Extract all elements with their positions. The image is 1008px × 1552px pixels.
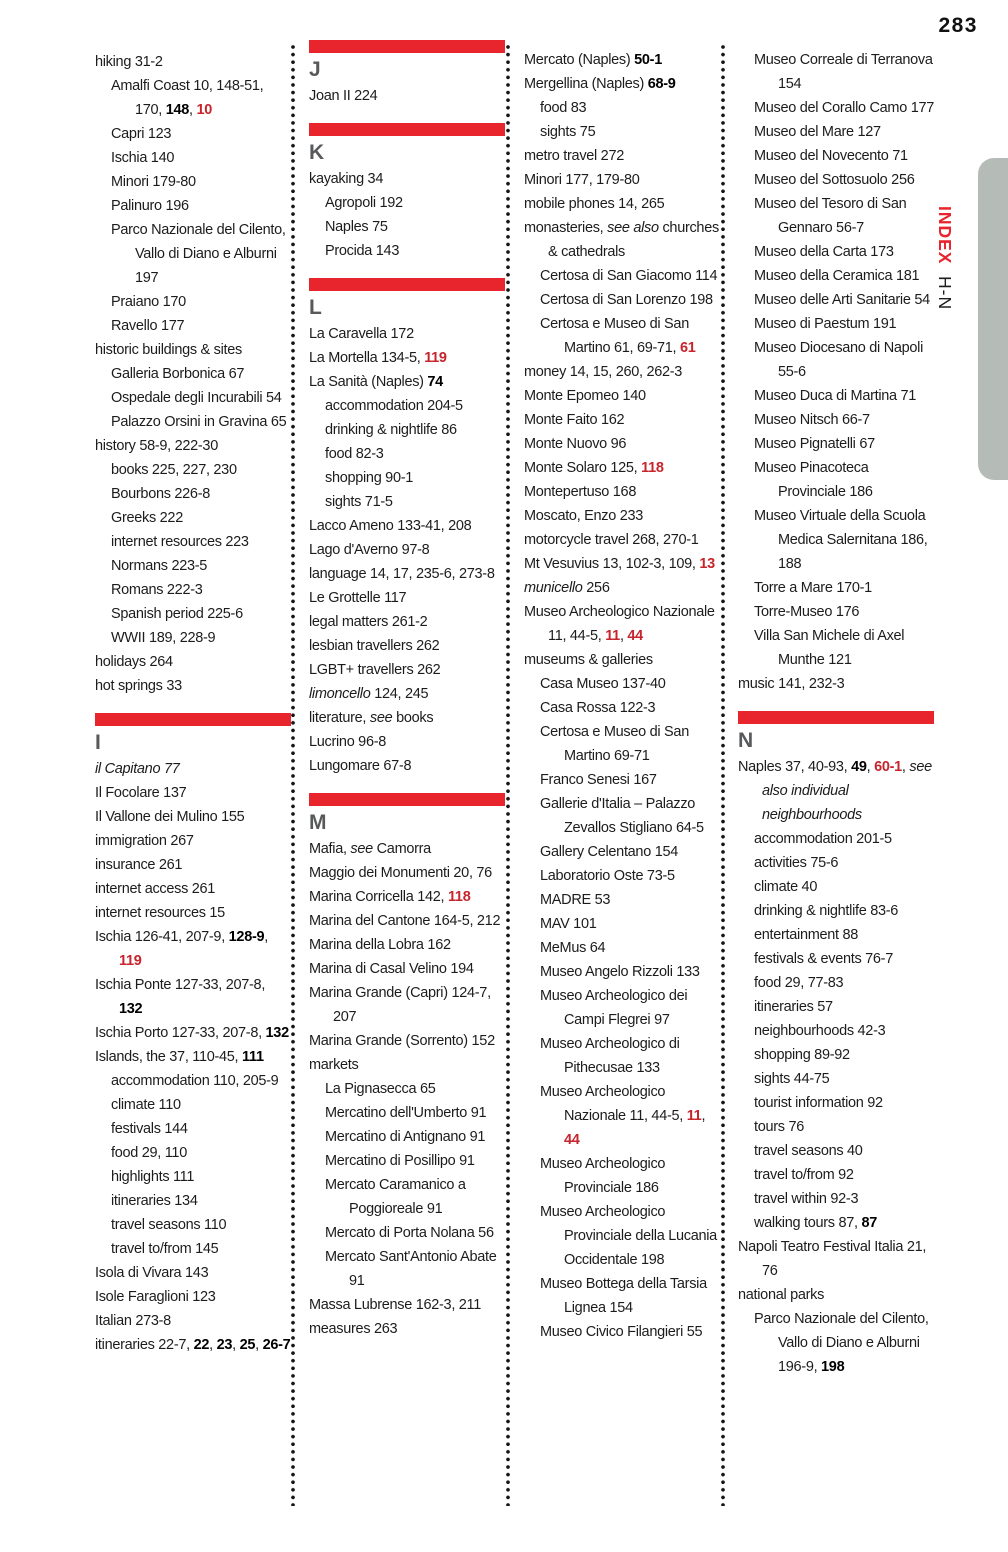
- index-entry: climate 40: [754, 879, 818, 895]
- index-entry: Marina Grande (Capri) 124-7, 207: [309, 985, 491, 1025]
- index-entry: La Mortella 134-5, 119: [309, 350, 447, 366]
- index-entry: itineraries 57: [754, 999, 833, 1015]
- index-entry: Parco Nazionale del Cilento, Vallo di Diano e Alburni 197: [111, 222, 286, 286]
- index-entry: drinking & nightlife 86: [325, 422, 457, 438]
- section-letter-N: N: [738, 729, 753, 752]
- index-entry: Mercatino dell'Umberto 91: [325, 1105, 487, 1121]
- index-entry: drinking & nightlife 83-6: [754, 903, 899, 919]
- section-letter-I: I: [95, 731, 101, 754]
- index-label: INDEX: [935, 206, 955, 265]
- index-entry: Museo Archeologico Nazionale 11, 44-5, 11, 44: [540, 1084, 706, 1148]
- index-entry: Museo delle Arti Sanitarie 54: [754, 292, 930, 308]
- index-entry: accommodation 110, 205-9: [111, 1073, 279, 1089]
- index-entry: Amalfi Coast 10, 148-51, 170, 148, 10: [111, 78, 264, 118]
- index-entry: accommodation 201-5: [754, 831, 892, 847]
- section-divider-bar: [309, 40, 505, 53]
- index-entry: Mercato (Naples) 50-1: [524, 52, 662, 68]
- index-entry: Monte Solaro 125, 118: [524, 460, 664, 476]
- index-entry: Agropoli 192: [325, 195, 403, 211]
- section-divider-bar: [738, 711, 934, 724]
- index-entry: Certosa e Museo di San Martino 69-71: [540, 724, 689, 764]
- index-entry: Ischia 126-41, 207-9, 128-9, 119: [95, 929, 268, 969]
- section-letter-J: J: [309, 58, 321, 81]
- index-entry: Casa Rossa 122-3: [540, 700, 656, 716]
- index-entry: Naples 37, 40-93, 49, 60-1, see also individual neighbourhoods: [738, 759, 932, 823]
- index-entry: Museo del Mare 127: [754, 124, 881, 140]
- index-entry: Procida 143: [325, 243, 400, 259]
- index-entry: historic buildings & sites: [95, 342, 242, 358]
- index-entry: LGBT+ travellers 262: [309, 662, 441, 678]
- index-entry: markets: [309, 1057, 359, 1073]
- index-entry: shopping 89-92: [754, 1047, 850, 1063]
- index-column-4: [738, 48, 934, 1379]
- index-entry: sights 75: [540, 124, 596, 140]
- index-entry: legal matters 261-2: [309, 614, 428, 630]
- index-entry: MeMus 64: [540, 940, 606, 956]
- index-entry: Museo Archeologico Provinciale 186: [540, 1156, 666, 1196]
- index-entry: Mafia, see Camorra: [309, 841, 431, 857]
- index-entry: Marina di Casal Velino 194: [309, 961, 474, 977]
- index-entry: Museo Archeologico dei Campi Flegrei 97: [540, 988, 688, 1028]
- index-entry: Parco Nazionale del Cilento, Vallo di Diano e Alburni 196-9, 198: [754, 1311, 929, 1375]
- index-entry: internet resources 223: [111, 534, 249, 550]
- index-entry: Certosa di San Giacomo 114: [540, 268, 718, 284]
- index-entry: sights 71-5: [325, 494, 393, 510]
- index-entry: Museo Virtuale della Scuola Medica Salernitana 186, 188: [754, 508, 928, 572]
- index-entry: Museo Archeologico Provinciale della Lucania Occidentale 198: [540, 1204, 717, 1268]
- index-entry: immigration 267: [95, 833, 194, 849]
- index-entry: Mercato Caramanico a Poggioreale 91: [325, 1177, 466, 1217]
- index-entry: il Capitano 77: [95, 761, 180, 777]
- index-entry: money 14, 15, 260, 262-3: [524, 364, 683, 380]
- section-divider-bar: [309, 123, 505, 136]
- index-entry: internet access 261: [95, 881, 216, 897]
- index-entry: Museo Pignatelli 67: [754, 436, 875, 452]
- column-separator: [721, 44, 725, 1506]
- index-entry: Maggio dei Monumenti 20, 76: [309, 865, 492, 881]
- index-entry: Napoli Teatro Festival Italia 21, 76: [738, 1239, 927, 1279]
- index-entry: Torre a Mare 170-1: [754, 580, 872, 596]
- index-entry: books 225, 227, 230: [111, 462, 237, 478]
- index-entry: food 29, 110: [111, 1145, 187, 1161]
- index-entry: tourist information 92: [754, 1095, 883, 1111]
- index-entry: Marina Grande (Sorrento) 152: [309, 1033, 495, 1049]
- index-entry: Praiano 170: [111, 294, 186, 310]
- column-separator: [506, 44, 510, 1506]
- index-entry: Certosa e Museo di San Martino 61, 69-71, 61: [540, 316, 696, 356]
- index-range-label: H-N: [935, 276, 955, 311]
- index-entry: La Caravella 172: [309, 326, 414, 342]
- index-entry: Isola di Vivara 143: [95, 1265, 209, 1281]
- index-entry: Montepertuso 168: [524, 484, 637, 500]
- index-entry: holidays 264: [95, 654, 173, 670]
- index-entry: kayaking 34: [309, 171, 384, 187]
- index-entry: hiking 31-2: [95, 54, 163, 70]
- index-entry: shopping 90-1: [325, 470, 414, 486]
- index-entry: Minori 177, 179-80: [524, 172, 640, 188]
- index-entry: travel seasons 40: [754, 1143, 863, 1159]
- index-entry: WWII 189, 228-9: [111, 630, 216, 646]
- index-entry: Minori 179-80: [111, 174, 196, 190]
- index-entry: Palinuro 196: [111, 198, 189, 214]
- index-entry: Capri 123: [111, 126, 172, 142]
- index-entry: museums & galleries: [524, 652, 653, 668]
- index-entry: internet resources 15: [95, 905, 225, 921]
- index-entry: Ischia 140: [111, 150, 175, 166]
- index-entry: Galleria Borbonica 67: [111, 366, 245, 382]
- index-entry: food 83: [540, 100, 587, 116]
- index-entry: Mercato Sant'Antonio Abate 91: [325, 1249, 497, 1289]
- index-entry: Gallery Celentano 154: [540, 844, 678, 860]
- index-entry: itineraries 134: [111, 1193, 198, 1209]
- index-entry: Torre-Museo 176: [754, 604, 860, 620]
- index-entry: Museo del Novecento 71: [754, 148, 908, 164]
- index-entry: festivals & events 76-7: [754, 951, 893, 967]
- section-divider-bar: [95, 713, 291, 726]
- index-entry: municello 256: [524, 580, 610, 596]
- index-entry: Museo Duca di Martina 71: [754, 388, 917, 404]
- index-tab-label: [934, 206, 955, 310]
- index-entry: lesbian travellers 262: [309, 638, 440, 654]
- section-letter-K: K: [309, 141, 324, 164]
- index-entry: Monte Epomeo 140: [524, 388, 646, 404]
- index-entry: Museo Correale di Terranova 154: [754, 52, 933, 92]
- index-entry: Isole Faraglioni 123: [95, 1289, 216, 1305]
- index-entry: Laboratorio Oste 73-5: [540, 868, 675, 884]
- index-entry: Italian 273-8: [95, 1313, 171, 1329]
- index-entry: sights 44-75: [754, 1071, 830, 1087]
- index-entry: entertainment 88: [754, 927, 859, 943]
- index-entry: La Pignasecca 65: [325, 1081, 436, 1097]
- column-separator: [291, 44, 295, 1506]
- index-entry: Mercatino di Posillipo 91: [325, 1153, 475, 1169]
- index-entry: tours 76: [754, 1119, 804, 1135]
- index-entry: Museo del Sottosuolo 256: [754, 172, 915, 188]
- index-entry: national parks: [738, 1287, 825, 1303]
- index-entry: Lucrino 96-8: [309, 734, 387, 750]
- index-entry: Marina del Cantone 164-5, 212: [309, 913, 501, 929]
- index-entry: limoncello 124, 245: [309, 686, 429, 702]
- index-entry: Mergellina (Naples) 68-9: [524, 76, 676, 92]
- index-column-1: [95, 50, 291, 1357]
- index-entry: festivals 144: [111, 1121, 188, 1137]
- index-entry: Moscato, Enzo 233: [524, 508, 644, 524]
- index-entry: Museo Nitsch 66-7: [754, 412, 870, 428]
- index-entry: food 29, 77-83: [754, 975, 844, 991]
- index-entry: Joan II 224: [309, 88, 378, 104]
- index-entry: Ischia Porto 127-33, 207-8, 132: [95, 1025, 289, 1041]
- index-entry: Museo del Tesoro di San Gennaro 56-7: [754, 196, 907, 236]
- index-entry: Museo Angelo Rizzoli 133: [540, 964, 700, 980]
- index-entry: food 82-3: [325, 446, 384, 462]
- index-entry: literature, see books: [309, 710, 434, 726]
- index-entry: Museo Pinacoteca Provinciale 186: [754, 460, 873, 500]
- index-entry: MAV 101: [540, 916, 597, 932]
- index-entry: Spanish period 225-6: [111, 606, 243, 622]
- index-entry: history 58-9, 222-30: [95, 438, 218, 454]
- index-entry: travel within 92-3: [754, 1191, 859, 1207]
- index-entry: Lago d'Averno 97-8: [309, 542, 430, 558]
- index-entry: language 14, 17, 235-6, 273-8: [309, 566, 495, 582]
- index-entry: MADRE 53: [540, 892, 611, 908]
- index-entry: climate 110: [111, 1097, 181, 1113]
- section-divider-bar: [309, 793, 505, 806]
- index-entry: travel to/from 92: [754, 1167, 854, 1183]
- index-entry: motorcycle travel 268, 270-1: [524, 532, 699, 548]
- index-entry: Museo Archeologico Nazionale 11, 44-5, 11, 44: [524, 604, 715, 644]
- section-letter-L: L: [309, 296, 322, 319]
- index-entry: Museo di Paestum 191: [754, 316, 897, 332]
- index-entry: mobile phones 14, 265: [524, 196, 665, 212]
- index-entry: Lungomare 67-8: [309, 758, 412, 774]
- index-entry: Museo Bottega della Tarsia Lignea 154: [540, 1276, 707, 1316]
- index-entry: Romans 222-3: [111, 582, 203, 598]
- index-column-2: [309, 40, 505, 1341]
- index-entry: Mt Vesuvius 13, 102-3, 109, 13: [524, 556, 715, 572]
- index-entry: insurance 261: [95, 857, 183, 873]
- index-entry: Lacco Ameno 133-41, 208: [309, 518, 472, 534]
- index-entry: Museo Diocesano di Napoli 55-6: [754, 340, 924, 380]
- index-entry: Il Focolare 137: [95, 785, 187, 801]
- index-entry: La Sanità (Naples) 74: [309, 374, 443, 390]
- index-entry: Palazzo Orsini in Gravina 65: [111, 414, 287, 430]
- index-entry: Bourbons 226-8: [111, 486, 210, 502]
- index-entry: Normans 223-5: [111, 558, 208, 574]
- index-entry: Greeks 222: [111, 510, 183, 526]
- thumb-tab: [978, 158, 1008, 480]
- section-letter-M: M: [309, 811, 327, 834]
- index-entry: metro travel 272: [524, 148, 624, 164]
- index-entry: Casa Museo 137-40: [540, 676, 666, 692]
- index-entry: itineraries 22-7, 22, 23, 25, 26-7: [95, 1337, 291, 1353]
- page-number: 283: [938, 14, 978, 37]
- index-entry: Islands, the 37, 110-45, 111: [95, 1049, 264, 1065]
- index-entry: Museo della Carta 173: [754, 244, 894, 260]
- index-entry: travel seasons 110: [111, 1217, 227, 1233]
- index-entry: Villa San Michele di Axel Munthe 121: [754, 628, 905, 668]
- index-entry: Museo Civico Filangieri 55: [540, 1324, 703, 1340]
- index-entry: Il Vallone dei Mulino 155: [95, 809, 245, 825]
- index-entry: highlights 111: [111, 1169, 195, 1185]
- index-entry: Massa Lubrense 162-3, 211: [309, 1297, 481, 1313]
- index-entry: neighbourhoods 42-3: [754, 1023, 886, 1039]
- index-entry: activities 75-6: [754, 855, 839, 871]
- index-entry: accommodation 204-5: [325, 398, 463, 414]
- index-entry: Naples 75: [325, 219, 388, 235]
- index-entry: Mercatino di Antignano 91: [325, 1129, 486, 1145]
- index-entry: Certosa di San Lorenzo 198: [540, 292, 713, 308]
- index-entry: Monte Faito 162: [524, 412, 625, 428]
- index-entry: Ospedale degli Incurabili 54: [111, 390, 282, 406]
- index-entry: Franco Senesi 167: [540, 772, 657, 788]
- index-entry: Marina Corricella 142, 118: [309, 889, 471, 905]
- index-entry: Ravello 177: [111, 318, 185, 334]
- index-entry: hot springs 33: [95, 678, 182, 694]
- index-entry: Monte Nuovo 96: [524, 436, 627, 452]
- index-entry: music 141, 232-3: [738, 676, 845, 692]
- index-entry: travel to/from 145: [111, 1241, 219, 1257]
- index-entry: Museo Archeologico di Pithecusae 133: [540, 1036, 680, 1076]
- index-entry: Le Grottelle 117: [309, 590, 407, 606]
- index-entry: Marina della Lobra 162: [309, 937, 451, 953]
- index-entry: Museo della Ceramica 181: [754, 268, 920, 284]
- section-divider-bar: [309, 278, 505, 291]
- index-entry: Gallerie d'Italia – Palazzo Zevallos Stigliano 64-5: [540, 796, 704, 836]
- index-column-3: [524, 48, 720, 1344]
- index-entry: walking tours 87, 87: [754, 1215, 877, 1231]
- index-entry: measures 263: [309, 1321, 398, 1337]
- index-entry: monasteries, see also churches & cathedrals: [524, 220, 719, 260]
- index-entry: Museo del Corallo Camo 177: [754, 100, 934, 116]
- index-entry: Ischia Ponte 127-33, 207-8, 132: [95, 977, 266, 1017]
- index-entry: Mercato di Porta Nolana 56: [325, 1225, 494, 1241]
